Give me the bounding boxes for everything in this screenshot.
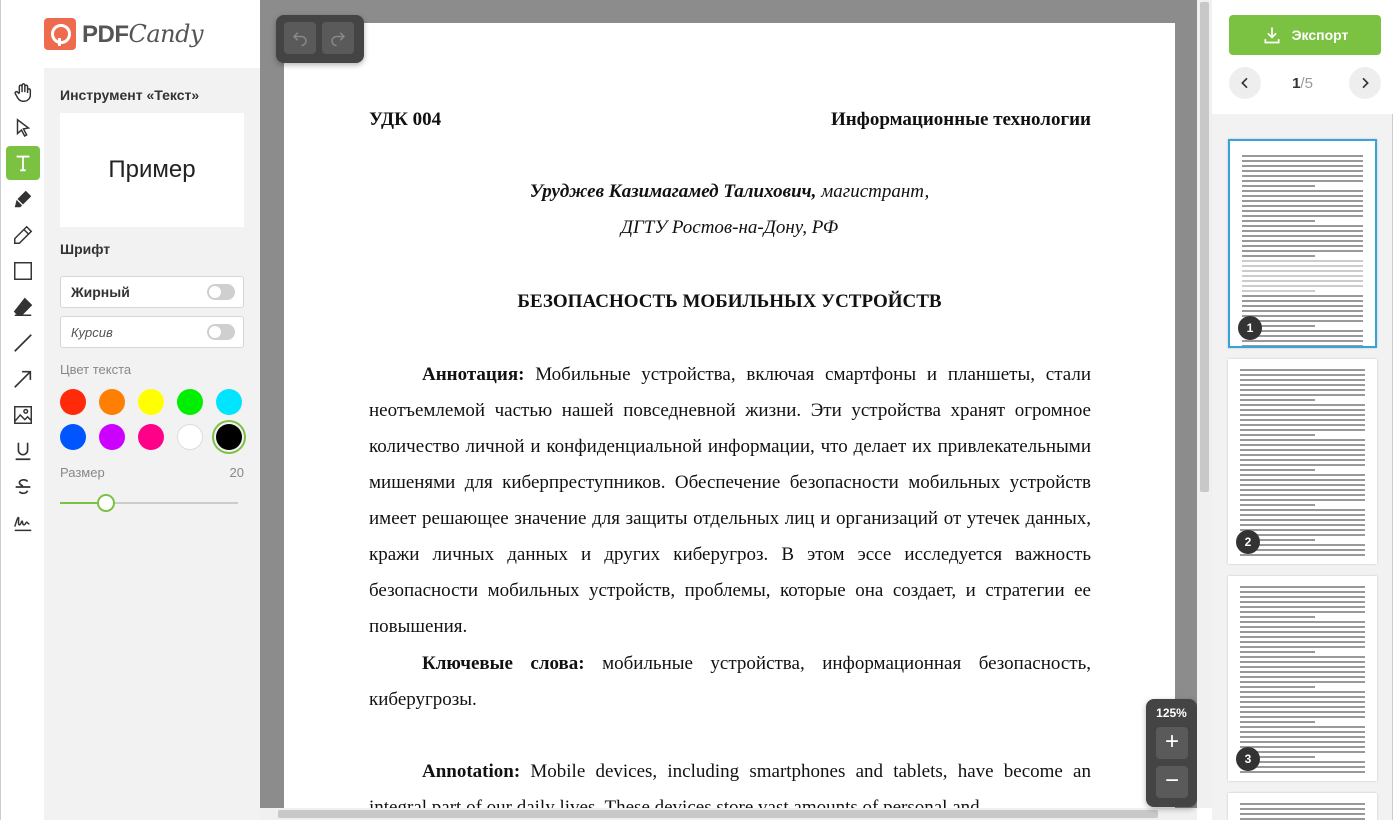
color-swatch[interactable] bbox=[177, 424, 203, 450]
cursor-icon bbox=[12, 117, 34, 139]
image-tool[interactable] bbox=[6, 398, 40, 432]
size-slider[interactable] bbox=[60, 502, 238, 504]
undo-button[interactable] bbox=[284, 22, 316, 54]
arrow-icon bbox=[12, 368, 34, 390]
zoom-control bbox=[1146, 699, 1197, 807]
export-button[interactable] bbox=[1229, 15, 1381, 55]
page-thumbnail[interactable] bbox=[1228, 139, 1377, 348]
signature-icon bbox=[12, 512, 34, 534]
text-color-label: Цвет текста bbox=[60, 362, 132, 377]
rectangle-tool[interactable] bbox=[6, 254, 40, 288]
color-swatch[interactable] bbox=[99, 424, 125, 450]
subject-heading: Информационные технологии bbox=[830, 109, 1091, 130]
zoom-out-button[interactable]: − bbox=[1156, 766, 1188, 798]
redo-icon bbox=[329, 29, 347, 47]
size-value: 20 bbox=[229, 465, 244, 480]
size-slider-knob[interactable] bbox=[97, 494, 115, 512]
thumbnail-text-lines bbox=[1242, 155, 1363, 348]
document-viewport[interactable] bbox=[260, 0, 1197, 820]
page-thumbnail[interactable] bbox=[1228, 576, 1377, 781]
author-line: Уруджев Казимагамед Талихович, магистрант, bbox=[529, 181, 930, 202]
undo-icon bbox=[291, 29, 309, 47]
color-swatch[interactable] bbox=[138, 389, 164, 415]
thumbnail-page-number: 3 bbox=[1236, 747, 1260, 771]
text-icon bbox=[12, 152, 34, 174]
vertical-scrollbar[interactable] bbox=[1197, 0, 1212, 808]
color-swatch[interactable] bbox=[138, 424, 164, 450]
color-swatch[interactable] bbox=[216, 389, 242, 415]
download-icon bbox=[1262, 25, 1282, 45]
tool-rail bbox=[0, 68, 44, 820]
candy-logo-icon bbox=[44, 18, 76, 50]
arrow-tool[interactable] bbox=[6, 362, 40, 396]
sidebar-header bbox=[1212, 0, 1393, 114]
strikethrough-tool[interactable] bbox=[6, 470, 40, 504]
color-swatch[interactable] bbox=[216, 424, 242, 450]
thumbnail-text-lines bbox=[1240, 369, 1365, 559]
hand-icon bbox=[12, 82, 34, 104]
underline-tool[interactable] bbox=[6, 434, 40, 468]
zoom-level: 125% bbox=[1156, 706, 1187, 720]
rectangle-icon bbox=[12, 260, 34, 282]
pencil-icon bbox=[12, 224, 34, 246]
color-swatch[interactable] bbox=[177, 389, 203, 415]
thumbnail-text-lines bbox=[1240, 586, 1365, 776]
affiliation-line: ДГТУ Ростов-на-Дону, РФ bbox=[620, 217, 839, 238]
abstract-paragraph: Аннотация: Мобильные устройства, включая смартфоны и планшеты, стали неотъемлемой частью нашей повседневной жизни. Эти устройства хранят огромное количество личной и конфиденциальной информации, что делает их привлекательными мишенями для киберпреступников. Обеспечение безопасности мобильных устройств имеет решающее значение для защиты отдельных лиц и организаций от утечек данных, кражи личных данных и других киберугроз. В этом эссе исследуется важность безопасности мобильных устройств, проблемы, которые она создает, и стратегии ее повышения. bbox=[369, 364, 1091, 637]
color-swatch[interactable] bbox=[60, 389, 86, 415]
eraser-icon bbox=[12, 296, 34, 318]
logo-text: PDFCandy bbox=[82, 19, 204, 48]
app-logo bbox=[0, 0, 260, 68]
text-tool-panel bbox=[44, 68, 260, 820]
font-label: Шрифт bbox=[60, 241, 111, 257]
thumbnail-page-number: 2 bbox=[1236, 530, 1260, 554]
bold-label: Жирный bbox=[71, 284, 130, 300]
text-preview: Пример bbox=[60, 113, 244, 227]
next-page-button[interactable] bbox=[1349, 67, 1381, 99]
pages-sidebar bbox=[1212, 0, 1393, 820]
horizontal-scroll-thumb[interactable] bbox=[278, 810, 1158, 818]
vertical-scroll-thumb[interactable] bbox=[1200, 2, 1209, 492]
image-icon bbox=[12, 404, 34, 426]
bold-switch[interactable] bbox=[207, 284, 235, 300]
udk-code: УДК 004 bbox=[369, 109, 442, 130]
signature-tool[interactable] bbox=[6, 506, 40, 540]
italic-switch[interactable] bbox=[207, 324, 235, 340]
size-label: Размер bbox=[60, 465, 105, 480]
pdf-page[interactable] bbox=[284, 23, 1175, 820]
italic-toggle-row[interactable] bbox=[60, 316, 244, 348]
page-thumbnail[interactable] bbox=[1228, 793, 1377, 820]
thumbnail-text-lines bbox=[1240, 803, 1365, 820]
select-tool[interactable] bbox=[6, 111, 40, 145]
strikethrough-icon bbox=[12, 476, 34, 498]
bold-toggle-row[interactable] bbox=[60, 276, 244, 308]
article-title: БЕЗОПАСНОСТЬ МОБИЛЬНЫХ УСТРОЙСТВ bbox=[517, 291, 942, 312]
highlighter-tool[interactable] bbox=[6, 182, 40, 216]
keywords-paragraph: Ключевые слова: мобильные устройства, информационная безопасность, киберугрозы. bbox=[369, 653, 1092, 710]
line-icon bbox=[12, 332, 34, 354]
eraser-tool[interactable] bbox=[6, 290, 40, 324]
pencil-tool[interactable] bbox=[6, 218, 40, 252]
zoom-in-button[interactable]: + bbox=[1156, 727, 1188, 759]
page-counter: 1/5 bbox=[1292, 75, 1313, 92]
chevron-right-icon bbox=[1357, 75, 1373, 91]
page-thumbnail[interactable] bbox=[1228, 359, 1377, 564]
redo-button[interactable] bbox=[322, 22, 354, 54]
annotation-paragraph: Annotation: Mobile devices, including smartphones and tablets, have become an bbox=[422, 761, 1091, 782]
history-toolbar bbox=[276, 15, 364, 63]
highlighter-icon bbox=[12, 188, 34, 210]
thumbnail-page-number: 1 bbox=[1238, 316, 1262, 340]
horizontal-scrollbar[interactable] bbox=[260, 808, 1197, 820]
line-tool[interactable] bbox=[6, 326, 40, 360]
panel-title: Инструмент «Текст» bbox=[60, 87, 200, 103]
color-swatch[interactable] bbox=[99, 389, 125, 415]
export-label: Экспорт bbox=[1291, 27, 1349, 43]
italic-label: Курсив bbox=[71, 324, 113, 340]
text-tool[interactable] bbox=[6, 146, 40, 180]
hand-tool[interactable] bbox=[6, 76, 40, 110]
color-swatch[interactable] bbox=[60, 424, 86, 450]
underline-icon bbox=[12, 440, 34, 462]
